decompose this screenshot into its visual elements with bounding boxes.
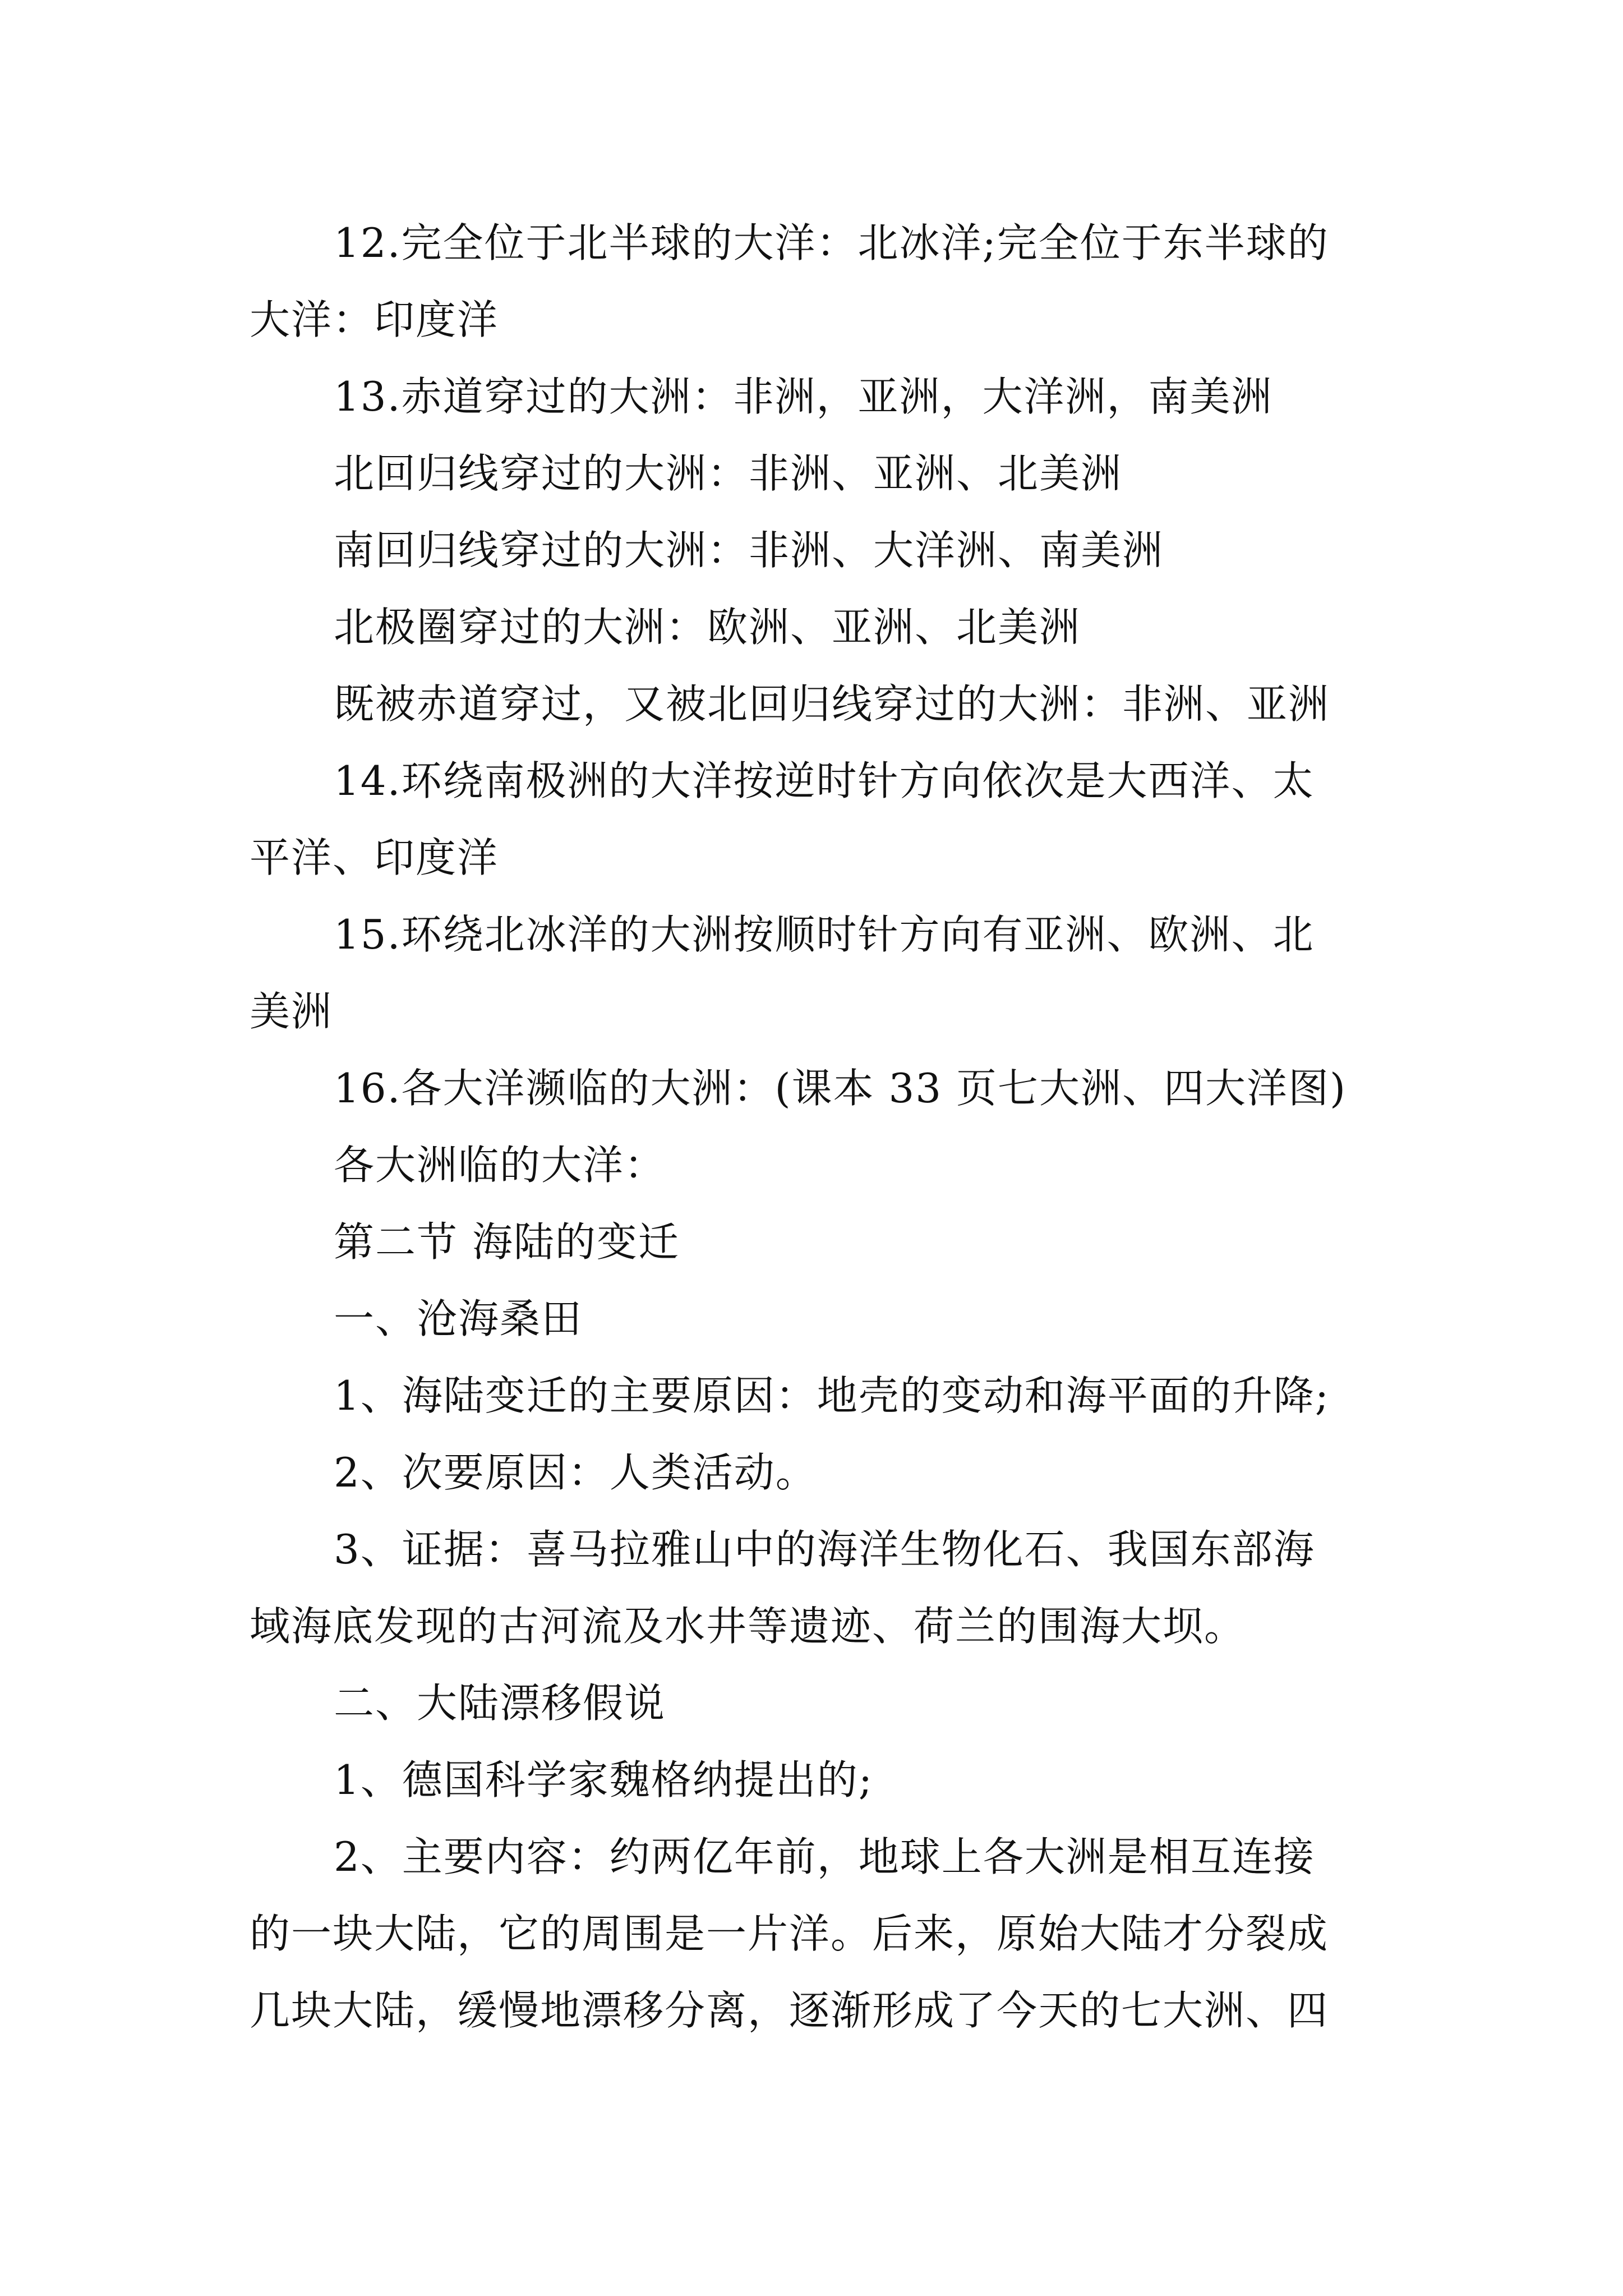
text-line: 12.完全位于北半球的大洋：北冰洋;完全位于东半球的 — [334, 219, 1329, 266]
text-line: 16.各大洋濒临的大洲：(课本 33 页七大洲、四大洋图) — [334, 1065, 1347, 1112]
text-line: 南回归线穿过的大洲：非洲、大洋洲、南美洲 — [334, 527, 1164, 574]
text-line: 各大洲临的大洋： — [334, 1142, 666, 1189]
document-body — [250, 205, 1377, 2049]
text-line: 14.环绕南极洲的大洋按逆时针方向依次是大西洋、太 — [334, 757, 1315, 804]
text-line: 2、主要内容：约两亿年前，地球上各大洲是相互连接 — [334, 1833, 1315, 1880]
section-heading: 第二节 海陆的变迁 — [334, 1218, 680, 1266]
text-line: 1、海陆变迁的主要原因：地壳的变动和海平面的升降; — [334, 1372, 1330, 1419]
text-line: 15.环绕北冰洋的大洲按顺时针方向有亚洲、欧洲、北 — [334, 911, 1315, 958]
text-line: 13.赤道穿过的大洲：非洲，亚洲，大洋洲，南美洲 — [334, 373, 1273, 420]
text-line: 2、次要原因：人类活动。 — [334, 1449, 817, 1496]
text-line: 的一块大陆，它的周围是一片洋。后来，原始大陆才分裂成 — [250, 1910, 1329, 1957]
text-line: 平洋、印度洋 — [250, 834, 499, 881]
text-line: 几块大陆，缓慢地漂移分离，逐渐形成了今天的七大洲、四 — [250, 1987, 1329, 2034]
subsection-heading: 一、沧海桑田 — [334, 1295, 583, 1342]
subsection-heading: 二、大陆漂移假说 — [334, 1680, 666, 1727]
text-line: 北极圈穿过的大洲：欧洲、亚洲、北美洲 — [334, 604, 1081, 651]
text-line: 既被赤道穿过，又被北回归线穿过的大洲：非洲、亚洲 — [334, 680, 1330, 728]
text-line: 大洋：印度洋 — [250, 296, 499, 343]
text-line: 1、德国科学家魏格纳提出的; — [334, 1756, 874, 1803]
text-line: 北回归线穿过的大洲：非洲、亚洲、北美洲 — [334, 450, 1123, 497]
text-line: 域海底发现的古河流及水井等遗迹、荷兰的围海大坝。 — [250, 1603, 1246, 1650]
text-line: 美洲 — [250, 988, 333, 1035]
text-line: 3、证据：喜马拉雅山中的海洋生物化石、我国东部海 — [334, 1526, 1315, 1573]
